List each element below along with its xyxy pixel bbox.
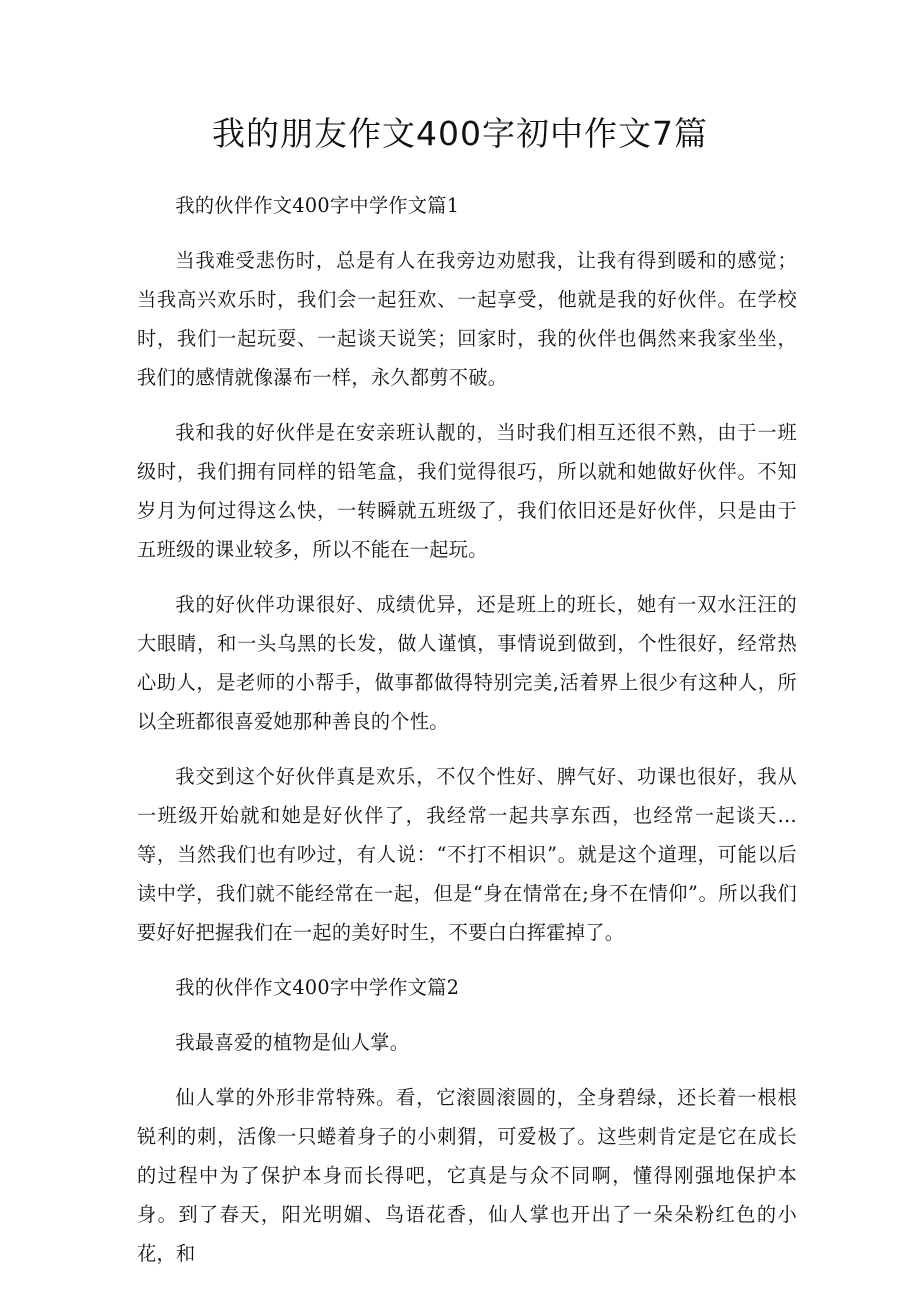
paragraph: 我交到这个好伙伴真是欢乐，不仅个性好、脾气好、功课也很好，我从一班级开始就和她是好伙伴了，我经常一起共享东西，也经常一起谈天…等，当然我们也有吵过，有人说：“不打不相识”。就是这个道理，可能以后读中学，我们就不能经常在一起，但是“身在情常在;身不在情仰”。所以我们要好好把握我们在一起的美好时生，不要白白挥霍掉了。 xyxy=(137,765,797,944)
document-title: 我的朋友作文400字初中作文7篇 xyxy=(212,114,708,153)
paragraph: 当我难受悲伤时，总是有人在我旁边劝慰我，让我有得到暖和的感觉；当我高兴欢乐时，我们会一起狂欢、一起享受，他就是我的好伙伴。在学校时，我们一起玩耍、一起谈天说笑；回家时，我的伙伴也偶然来我家坐坐，我们的感情就像瀑布一样，永久都剪不破。 xyxy=(137,249,797,389)
section-heading-1: 我的伙伴作文400字中学作文篇1 xyxy=(175,194,460,217)
paragraph: 我最喜爱的植物是仙人掌。 xyxy=(175,1031,410,1054)
document-body xyxy=(137,186,797,1289)
section-heading-2: 我的伙伴作文400字中学作文篇2 xyxy=(175,976,460,999)
paragraph: 仙人掌的外形非常特殊。看，它滚圆滚圆的，全身碧绿，还长着一根根锐利的刺，活像一只蜷着身子的小刺猬，可爱极了。这些刺肯定是它在成长的过程中为了保护本身而长得吧，它真是与众不同啊，懂得刚强地保护本身。到了春天，阳光明媚、鸟语花香，仙人掌也开出了一朵朵粉红色的小花，和 xyxy=(137,1086,797,1265)
paragraph: 我的好伙伴功课很好、成绩优异，还是班上的班长，她有一双水汪汪的大眼睛，和一头乌黑的长发，做人谨慎，事情说到做到，个性很好，经常热心助人，是老师的小帮手，做事都做得特别完美,活着界上很少有这种人，所以全班都很喜爱她那种善良的个性。 xyxy=(137,593,797,733)
paragraph: 我和我的好伙伴是在安亲班认靓的，当时我们相互还很不熟，由于一班级时，我们拥有同样的铅笔盒，我们觉得很巧，所以就和她做好伙伴。不知岁月为何过得这么快，一转瞬就五班级了，我们依旧还是好伙伴，只是由于五班级的课业较多，所以不能在一起玩。 xyxy=(137,421,797,561)
